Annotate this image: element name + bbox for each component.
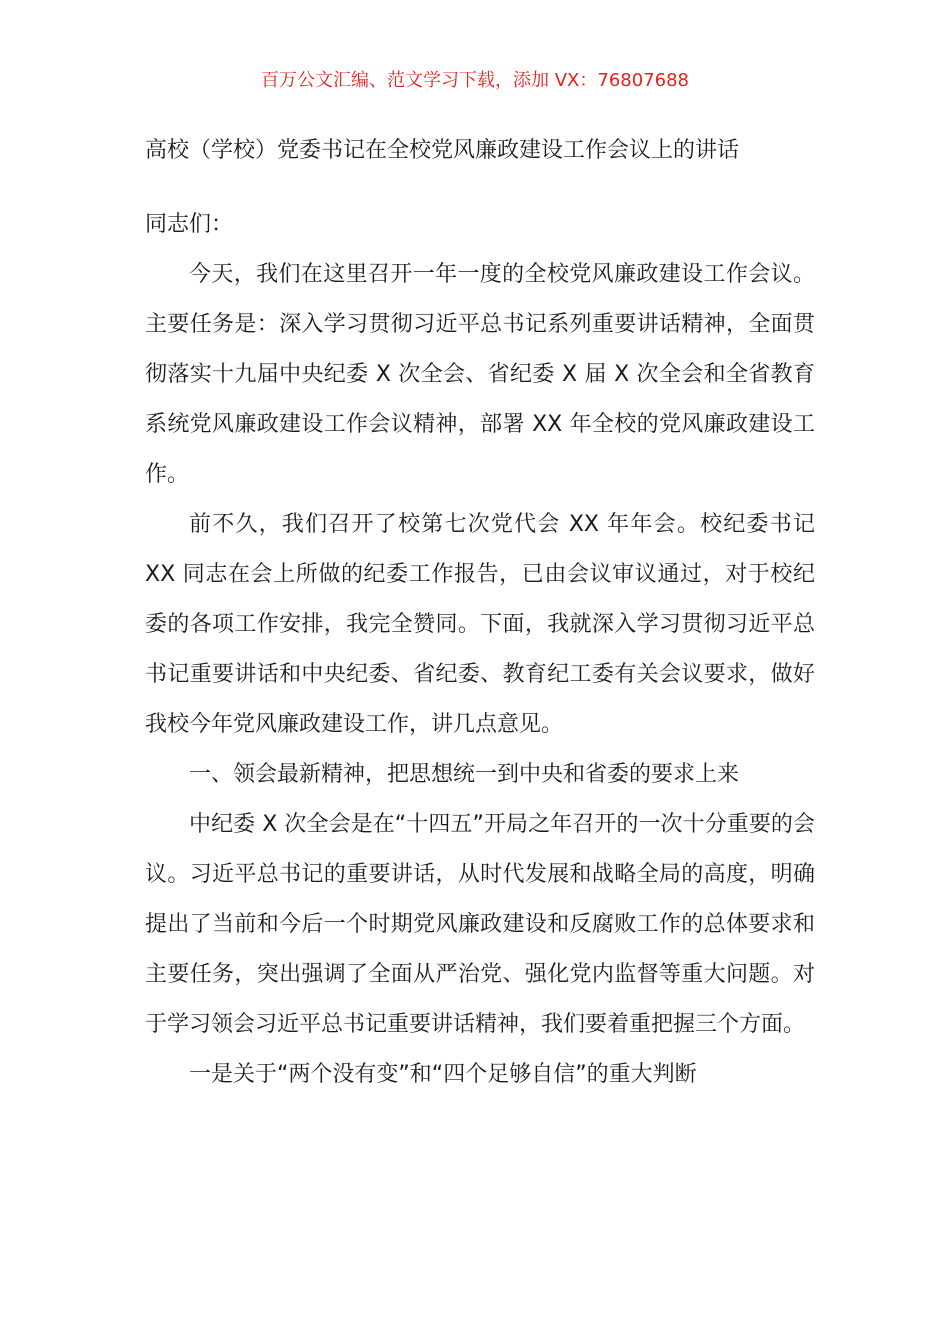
header-banner: 百万公文汇编、范文学习下载，添加 VX：76807688 [261,70,689,91]
paragraph-1: 今天，我们在这里召开一年一度的全校党风廉政建设工作会议。主要任务是：深入学习贯彻习近平总书记系列重要讲话精神，全面贯彻落实十九届中央纪委 X 次全会、省纪委 X 届 X 次全会和全省教育系统党风廉政建设工作会议精神，部署 XX 年全校的党风廉政建设工作。 [145,262,815,487]
document-body [145,200,815,1100]
section-heading-1: 一、领会最新精神，把思想统一到中央和省委的要求上来 [189,762,740,787]
paragraph-3: 中纪委 X 次全会是在“十四五”开局之年召开的一次十分重要的会议。习近平总书记的重要讲话，从时代发展和战略全局的高度，明确提出了当前和今后一个时期党风廉政建设和反腐败工作的总体要求和主要任务，突出强调了全面从严治党、强化党内监督等重大问题。对于学习领会习近平总书记重要讲话精神，我们要着重把握三个方面。 [145,812,815,1037]
salutation: 同志们： [145,212,234,237]
document-title: 高校（学校）党委书记在全校党风廉政建设工作会议上的讲话 [145,138,740,163]
paragraph-2: 前不久，我们召开了校第七次党代会 XX 年年会。校纪委书记 XX 同志在会上所做的纪委工作报告，已由会议审议通过，对于校纪委的各项工作安排，我完全赞同。下面，我就深入学习贯彻习近平总书记重要讲话和中央纪委、省纪委、教育纪工委有关会议要求，做好我校今年党风廉政建设工作，讲几点意见。 [145,512,815,737]
paragraph-4: 一是关于“两个没有变”和“四个足够自信”的重大判断 [189,1062,697,1087]
